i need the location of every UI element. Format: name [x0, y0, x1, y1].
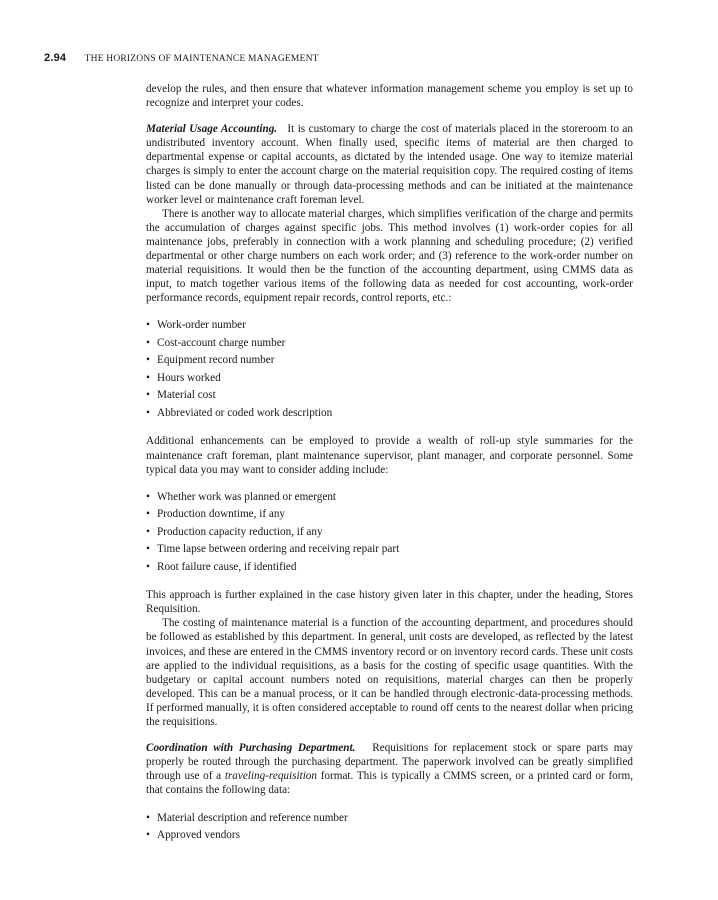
- approach-paragraph: This approach is further explained in the case history given later in this chapter, under the heading, Stores Requisition.: [146, 589, 633, 616]
- requisition-data-list: [146, 810, 633, 845]
- list-item: • Abbreviated or coded work description: [146, 405, 633, 423]
- list-item: • Cost-account charge number: [146, 335, 633, 353]
- costing-paragraph: The costing of maintenance material is a function of the accounting department, and procedures should be followed as established by this department. In general, unit costs are developed, as reflected by the latest invoices, and these are entered in the CMMS inventory record or on inventory record cards. These unit costs are applied to the individual requisitions, as a basis for the costing of specific usage quantities. With the budgetary or capital account numbers noted on requisitions, material charges can then be properly developed. This can be a manual process, or it can be handled through electronic-data-processing methods. If performed manually, it is often considered acceptable to round off cents to the nearest dollar when pricing the requisitions.: [146, 617, 633, 729]
- list-item: • Approved vendors: [146, 827, 633, 845]
- list-item: • Production downtime, if any: [146, 506, 633, 524]
- list-item: • Hours worked: [146, 370, 633, 388]
- enhancements-list: [146, 489, 633, 577]
- material-usage-paragraph-1: Material Usage Accounting. It is customary to charge the cost of materials placed in the storeroom to an undistributed inventory account. When finally used, specific items of material are then charged to departmental expense or capital accounts, as dictated by the intended usage. One way to itemize material charges is simply to enter the account charge on the material requisition copy. The required costing of items listed can be done manually or through data-processing methods and can be initiated at the maintenance worker level or maintenance craft foreman level.: [146, 123, 633, 206]
- section-heading-coordination: Coordination with Purchasing Department.: [146, 742, 356, 755]
- list-item: • Material cost: [146, 387, 633, 405]
- running-title: THE HORIZONS OF MAINTENANCE MANAGEMENT: [84, 54, 319, 64]
- list-item: • Work-order number: [146, 317, 633, 335]
- intro-paragraph: develop the rules, and then ensure that whatever information management scheme you employ is set up to recognize and interpret your codes.: [146, 83, 633, 110]
- enhancements-paragraph: Additional enhancements can be employed to provide a wealth of roll-up style summaries for the maintenance craft foreman, plant maintenance supervisor, plant manager, and corporate personnel. Some typical data you may want to consider adding include:: [146, 435, 633, 476]
- section-heading-material-usage: Material Usage Accounting.: [146, 123, 278, 136]
- material-usage-paragraph-2: There is another way to allocate material charges, which simplifies verification of the charge and permits the accumulation of charges against specific jobs. This method involves (1) work-order copies for all maintenance jobs, preferably in connection with a work planning and scheduling procedure; (2) verified departmental or other charge numbers on each work order; and (3) reference to the work-order number on material requisitions. It would then be the function of the accounting department, using CMMS data as input, to match together various items of the following data as needed for cost accounting, work-order performance records, equipment repair records, control reports, etc.:: [146, 207, 633, 305]
- list-item: • Whether work was planned or emergent: [146, 489, 633, 507]
- list-item: • Material description and reference number: [146, 810, 633, 828]
- list-item: • Production capacity reduction, if any: [146, 524, 633, 542]
- body-text: [146, 82, 633, 845]
- data-items-list: [146, 317, 633, 422]
- emphasis-term: traveling-requisition: [224, 770, 317, 783]
- running-header: [44, 52, 319, 64]
- page-number: 2.94: [44, 52, 67, 64]
- list-item: • Time lapse between ordering and receiving repair part: [146, 541, 633, 559]
- coordination-paragraph: Coordination with Purchasing Department. Requisitions for replacement stock or spare parts may properly be routed through the purchasing department. The paperwork involved can be greatly simplified through use of a traveling-requisition format. This is typically a CMMS screen, or a printed card or form, that contains the following data:: [146, 742, 633, 797]
- list-item: • Equipment record number: [146, 352, 633, 370]
- list-item: • Root failure cause, if identified: [146, 559, 633, 577]
